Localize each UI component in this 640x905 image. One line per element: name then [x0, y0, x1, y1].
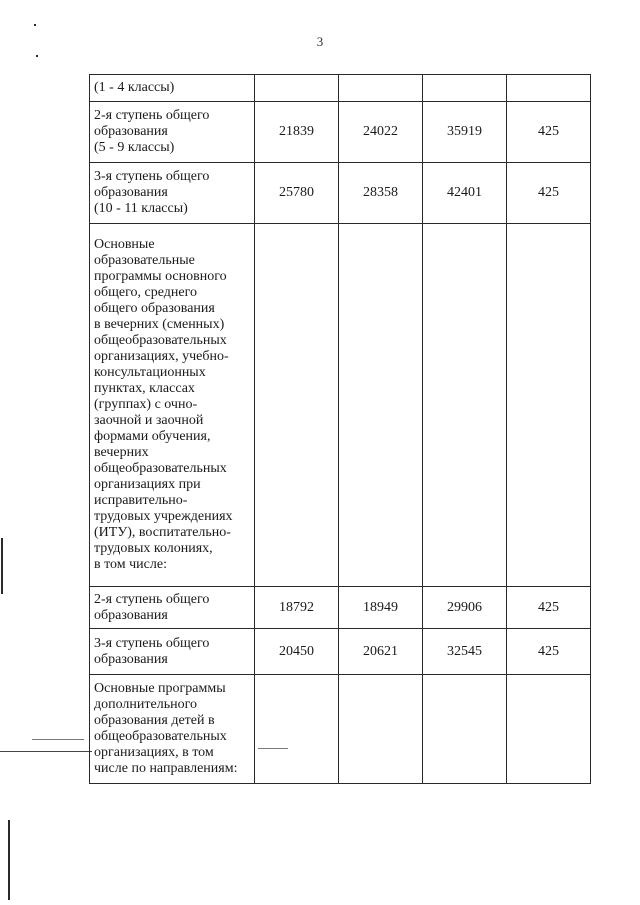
row-label-cell: [90, 75, 255, 102]
value-cell: [507, 675, 591, 784]
row-label-cell: [90, 587, 255, 629]
row-label: 3-я ступень общего образования (10 - 11 классы): [94, 169, 210, 216]
value-cell: [423, 75, 507, 102]
education-funding-table: [89, 74, 591, 784]
value-cell: [255, 224, 339, 587]
value-cell: 425: [507, 629, 591, 675]
value-cell: 28358: [339, 163, 423, 224]
row-label: 2-я ступень общего образования: [94, 591, 210, 623]
scan-mark-left-top: [34, 24, 36, 26]
value-cell: 425: [507, 587, 591, 629]
table-row: [90, 629, 591, 675]
value-cell: 25780: [255, 163, 339, 224]
value-cell: 29906: [423, 587, 507, 629]
value-cell: 35919: [423, 102, 507, 163]
table-row: [90, 102, 591, 163]
value-cell: 20621: [339, 629, 423, 675]
row-label: Основные образовательные программы основного общего, среднего общего образования в вечерних (сменных) общеобразовательных организациях, учебно- консультационных пунктах, классах (группах) с очно- заочной и заочной формами обучения, вечерних общеобразовательных организациях при исправительно- трудовых учреждениях (ИТУ), воспитательно- трудовых колониях, в том числе:: [94, 237, 233, 572]
value-cell: [507, 75, 591, 102]
scan-mark-dash-2: [0, 751, 92, 752]
value-cell: [255, 75, 339, 102]
row-label: Основные программы дополнительного образования детей в общеобразовательных организациях, в том числе по направлениям:: [94, 681, 238, 776]
row-label: (1 - 4 классы): [94, 80, 175, 95]
row-label-cell: [90, 675, 255, 784]
scan-mark-left-bar: [1, 538, 3, 594]
value-cell: 42401: [423, 163, 507, 224]
row-label-cell: [90, 102, 255, 163]
scan-mark-left-bar-2: [8, 820, 10, 900]
value-cell: [339, 75, 423, 102]
row-label-cell: [90, 224, 255, 587]
value-cell: 21839: [255, 102, 339, 163]
value-cell: 24022: [339, 102, 423, 163]
value-cell: 18792: [255, 587, 339, 629]
table-row: [90, 587, 591, 629]
scan-mark-left-top-2: [36, 55, 38, 57]
table-row: [90, 75, 591, 102]
value-cell: [423, 675, 507, 784]
table-row: [90, 675, 591, 784]
value-cell: [423, 224, 507, 587]
table-row: [90, 224, 591, 587]
scan-mark-dash: [32, 739, 84, 740]
row-label: 3-я ступень общего образования: [94, 635, 210, 667]
row-label-cell: [90, 629, 255, 675]
value-cell: 425: [507, 163, 591, 224]
value-cell: 18949: [339, 587, 423, 629]
value-cell: 425: [507, 102, 591, 163]
value-cell: [507, 224, 591, 587]
row-label: 2-я ступень общего образования (5 - 9 классы): [94, 108, 210, 155]
table-row: [90, 163, 591, 224]
value-cell: 20450: [255, 629, 339, 675]
value-cell: [339, 675, 423, 784]
value-cell: 32545: [423, 629, 507, 675]
page-number: 3: [316, 34, 324, 49]
value-cell: [339, 224, 423, 587]
row-label-cell: [90, 163, 255, 224]
value-cell: [255, 675, 339, 784]
